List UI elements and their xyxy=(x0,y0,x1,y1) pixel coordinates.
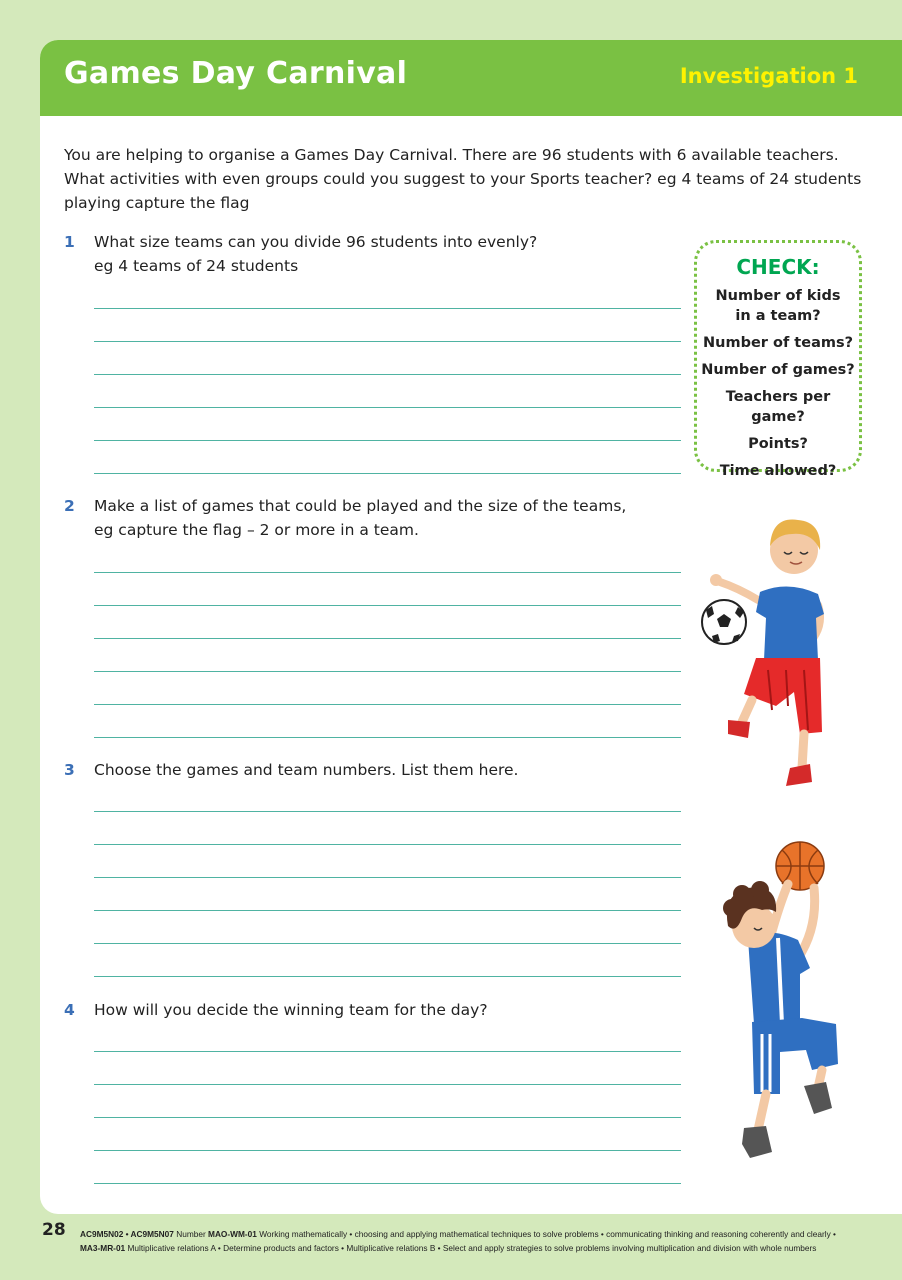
check-item: Points? xyxy=(748,436,808,452)
answer-line[interactable] xyxy=(94,1150,681,1151)
answer-lines-1 xyxy=(94,308,681,506)
question-number: 1 xyxy=(64,233,75,251)
answer-lines-3 xyxy=(94,811,681,1009)
header-bar xyxy=(40,40,902,116)
answer-line[interactable] xyxy=(94,440,681,441)
answer-line[interactable] xyxy=(94,341,681,342)
check-box xyxy=(694,240,862,479)
footer-text: Number xyxy=(173,1229,209,1239)
basketball-icon xyxy=(776,842,824,890)
answer-lines-2 xyxy=(94,572,681,770)
soccer-ball-icon xyxy=(702,600,746,644)
answer-line[interactable] xyxy=(94,737,681,738)
question-text: Make a list of games that could be played and the size of the teams, xyxy=(94,497,627,515)
answer-line[interactable] xyxy=(94,1117,681,1118)
curriculum-code: MA3-MR-01 xyxy=(80,1243,126,1253)
page-title: Games Day Carnival xyxy=(64,56,408,91)
intro-line: playing capture the flag xyxy=(64,194,250,212)
answer-lines-4 xyxy=(94,1051,681,1214)
answer-line[interactable] xyxy=(94,976,681,977)
intro-line: What activities with even groups could you suggest to your Sports teacher? eg 4 teams of 24 students xyxy=(64,170,862,188)
basketball-player-illustration xyxy=(718,838,848,1168)
question-number: 4 xyxy=(64,1001,75,1019)
investigation-label: Investigation 1 xyxy=(679,64,858,88)
check-item: Teachers per game? xyxy=(725,389,831,425)
answer-line[interactable] xyxy=(94,308,681,309)
check-item: Number of games? xyxy=(701,362,855,378)
answer-line[interactable] xyxy=(94,704,681,705)
curriculum-code: AC9M5N02 • AC9M5N07 xyxy=(80,1229,174,1239)
footer-text: Working mathematically • choosing and applying mathematical techniques to solve problems • communicating thinking and reasoning coherently and clearly • xyxy=(256,1229,836,1239)
answer-line[interactable] xyxy=(94,605,681,606)
check-item: Time allowed? xyxy=(719,463,837,479)
check-title: CHECK: xyxy=(736,255,820,279)
footer-text: Multiplicative relations A • Determine products and factors • Multiplicative relations B • Select and apply strategies to solve problems involving multiplication and division with whole numbers xyxy=(125,1243,817,1253)
answer-line[interactable] xyxy=(94,407,681,408)
question-text: eg capture the flag – 2 or more in a team. xyxy=(94,521,419,539)
page-number: 28 xyxy=(42,1220,66,1240)
question-text: How will you decide the winning team for the day? xyxy=(94,1001,488,1019)
answer-line[interactable] xyxy=(94,811,681,812)
check-item: Number of teams? xyxy=(703,335,853,351)
intro-text xyxy=(64,143,864,215)
intro-line: You are helping to organise a Games Day Carnival. There are 96 students with 6 available teachers. xyxy=(64,146,839,164)
answer-line[interactable] xyxy=(94,1183,681,1184)
question-text: eg 4 teams of 24 students xyxy=(94,257,299,275)
answer-line[interactable] xyxy=(94,1051,681,1052)
soccer-player-illustration xyxy=(698,510,848,795)
check-item: Number of kids in a team? xyxy=(715,288,841,324)
question-text: Choose the games and team numbers. List them here. xyxy=(94,761,519,779)
curriculum-code: MAO-WM-01 xyxy=(208,1229,257,1239)
answer-line[interactable] xyxy=(94,844,681,845)
answer-line[interactable] xyxy=(94,877,681,878)
question-text: What size teams can you divide 96 students into evenly? xyxy=(94,233,538,251)
answer-line[interactable] xyxy=(94,473,681,474)
answer-line[interactable] xyxy=(94,1084,681,1085)
answer-line[interactable] xyxy=(94,638,681,639)
answer-line[interactable] xyxy=(94,943,681,944)
answer-line[interactable] xyxy=(94,374,681,375)
answer-line[interactable] xyxy=(94,910,681,911)
answer-line[interactable] xyxy=(94,671,681,672)
question-number: 2 xyxy=(64,497,75,515)
answer-line[interactable] xyxy=(94,572,681,573)
curriculum-footer xyxy=(80,1227,880,1255)
question-number: 3 xyxy=(64,761,75,779)
